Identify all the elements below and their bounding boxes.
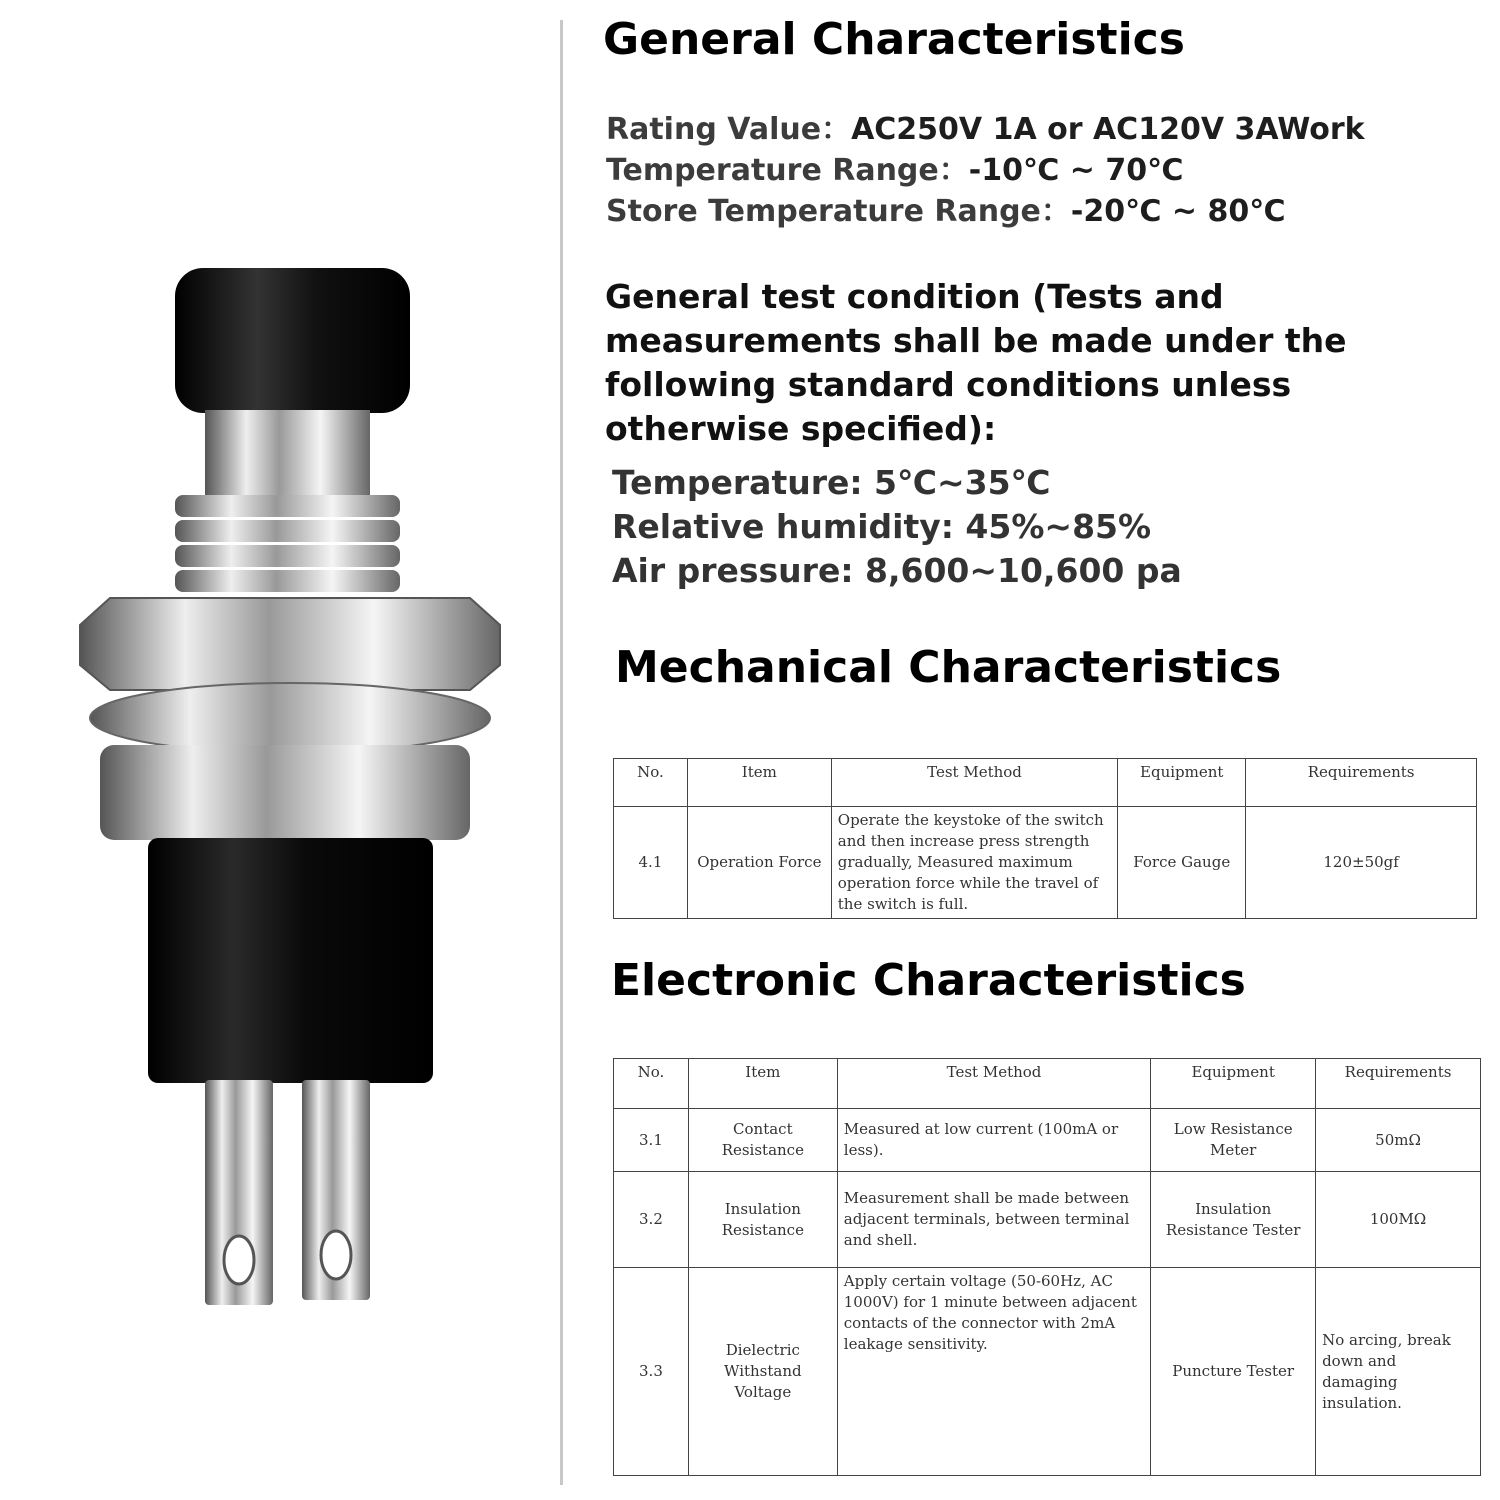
rating-label: Rating Value： — [606, 112, 852, 147]
cell-equipment: Puncture Tester — [1151, 1268, 1316, 1476]
cell-requirements: No arcing, break down and damaging insulation. — [1316, 1268, 1481, 1476]
header-test-method: Test Method — [831, 759, 1118, 807]
table-row — [614, 1172, 1481, 1268]
cell-item: Operation Force — [687, 807, 831, 919]
cell-test-method: Measured at low current (100mA or less). — [837, 1109, 1151, 1172]
header-requirements: Requirements — [1316, 1059, 1481, 1109]
cell-no: 3.2 — [614, 1172, 689, 1268]
electronic-table — [613, 1058, 1481, 1476]
condition-humidity: Relative humidity: 45%~85% — [612, 507, 1152, 546]
cell-requirements: 50mΩ — [1316, 1109, 1481, 1172]
cell-item: Insulation Resistance — [688, 1172, 837, 1268]
cell-no: 4.1 — [614, 807, 688, 919]
cell-equipment: Force Gauge — [1118, 807, 1246, 919]
header-test-method: Test Method — [837, 1059, 1151, 1109]
header-item: Item — [687, 759, 831, 807]
condition-air-pressure: Air pressure: 8,600~10,600 pa — [612, 551, 1182, 590]
table-row — [614, 1109, 1481, 1172]
table-header-row — [614, 759, 1477, 807]
header-requirements: Requirements — [1246, 759, 1477, 807]
general-characteristics-heading: General Characteristics — [603, 14, 1185, 65]
cell-test-method: Measurement shall be made between adjacent terminals, between terminal and shell. — [837, 1172, 1151, 1268]
header-equipment: Equipment — [1118, 759, 1246, 807]
header-no: No. — [614, 1059, 689, 1109]
cell-no: 3.1 — [614, 1109, 689, 1172]
rating-value-row — [606, 104, 1365, 148]
cell-equipment: Low Resistance Meter — [1151, 1109, 1316, 1172]
cell-equipment: Insulation Resistance Tester — [1151, 1172, 1316, 1268]
store-temperature-value: -20℃ ~ 80℃ — [1070, 194, 1286, 229]
header-equipment: Equipment — [1151, 1059, 1316, 1109]
store-temperature-label: Store Temperature Range： — [606, 194, 1071, 229]
cell-test-method: Apply certain voltage (50-60Hz, AC 1000V) for 1 minute between adjacent contacts of the connector with 2mA leakage sensitivity. — [837, 1268, 1151, 1476]
electronic-characteristics-heading: Electronic Characteristics — [611, 955, 1246, 1006]
cell-requirements: 100MΩ — [1316, 1172, 1481, 1268]
store-temperature-row — [606, 186, 1286, 230]
rating-value: AC250V 1A or AC120V 3AWork — [851, 112, 1365, 147]
cell-test-method: Operate the keystoke of the switch and then increase press strength gradually, Measured maximum operation force while the travel of the switch is full. — [831, 807, 1118, 919]
table-row — [614, 1268, 1481, 1476]
general-test-condition: General test condition (Tests and measurements shall be made under the following standard conditions unless otherwise specified): — [605, 277, 1347, 448]
mechanical-characteristics-heading: Mechanical Characteristics — [615, 642, 1282, 693]
mechanical-table — [613, 758, 1477, 919]
cell-item: Dielectric Withstand Voltage — [688, 1268, 837, 1476]
cell-requirements: 120±50gf — [1246, 807, 1477, 919]
cell-item: Contact Resistance — [688, 1109, 837, 1172]
cell-no: 3.3 — [614, 1268, 689, 1476]
condition-temperature: Temperature: 5℃~35℃ — [612, 463, 1051, 502]
temperature-range-row — [606, 145, 1183, 189]
push-button-switch-image — [40, 240, 540, 1340]
header-item: Item — [688, 1059, 837, 1109]
header-no: No. — [614, 759, 688, 807]
temperature-range-value: -10℃ ~ 70℃ — [968, 153, 1184, 188]
table-row — [614, 807, 1477, 919]
temperature-range-label: Temperature Range： — [606, 153, 969, 188]
column-divider — [560, 20, 563, 1485]
table-header-row — [614, 1059, 1481, 1109]
